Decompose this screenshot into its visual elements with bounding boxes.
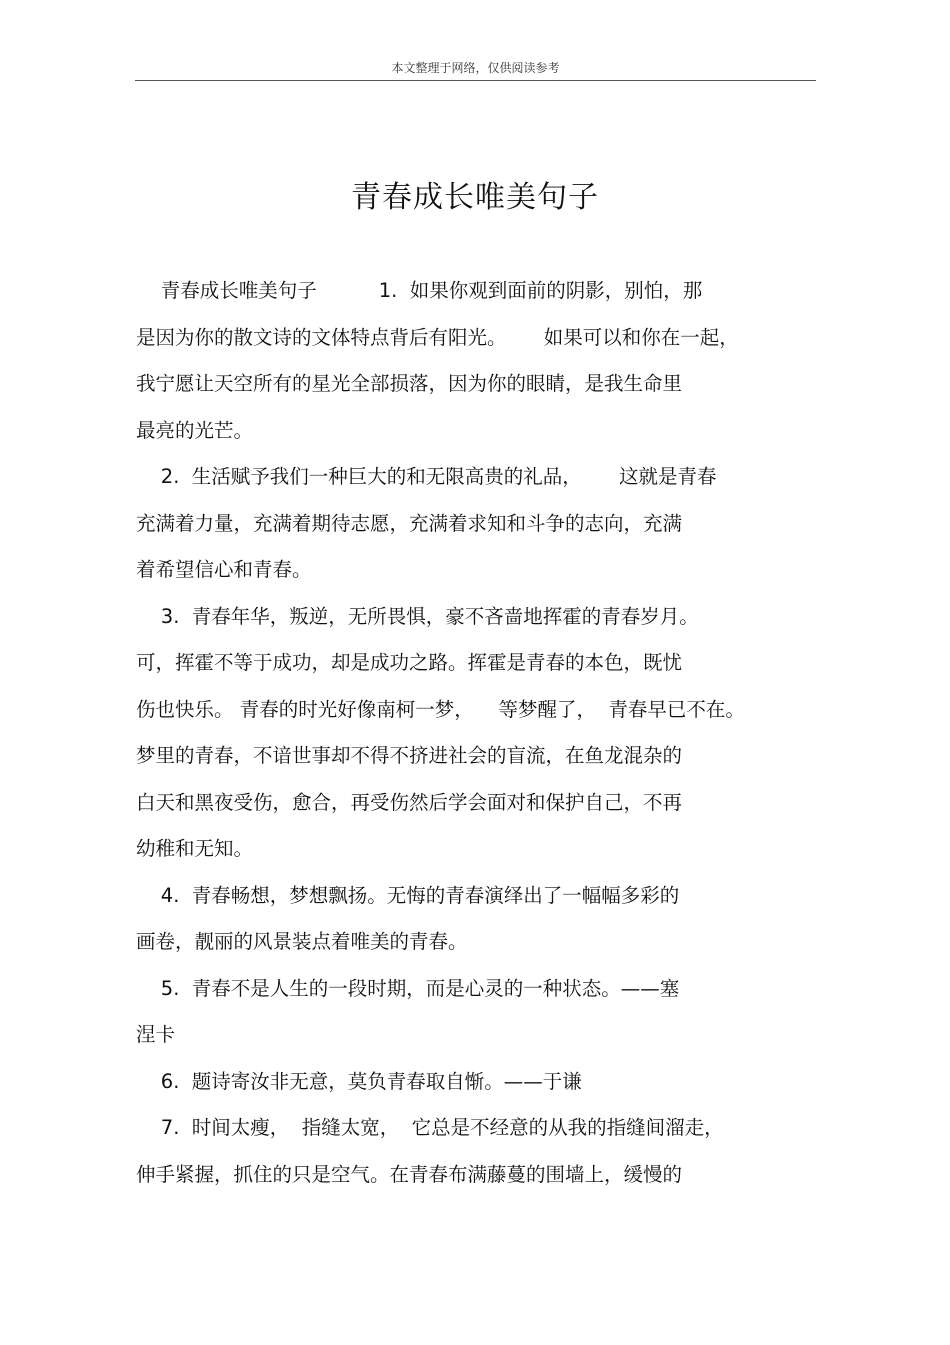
body-line: 伸手紧握，抓住的只是空气。在青春布满藤蔓的围墙上，缓慢的	[136, 1162, 683, 1186]
body-line: 是因为你的散文诗的文体特点背后有阳光。 如果可以和你在一起，	[136, 325, 739, 349]
document-body	[136, 268, 816, 1198]
body-line: 6. 题诗寄汝非无意，莫负青春取自惭。——于谦	[136, 1069, 582, 1093]
body-line: 充满着力量，充满着期待志愿，充满着求知和斗争的志向，充满	[136, 511, 683, 535]
body-line: 着希望信心和青春。	[136, 558, 312, 581]
body-line: 伤也快乐。 青春的时光好像南柯一梦， 等梦醒了， 青春早已不在。	[136, 697, 745, 721]
body-line: 幼稚和无知。	[136, 837, 254, 860]
page-header: 本文整理于网络，仅供阅读参考	[391, 61, 560, 75]
body-line: 画卷，靓丽的风景装点着唯美的青春。	[136, 930, 468, 953]
body-line: 我宁愿让天空所有的星光全部损落，因为你的眼睛，是我生命里	[136, 372, 683, 395]
body-line: 4. 青春畅想，梦想飘扬。无悔的青春演绎出了一幅幅多彩的	[136, 883, 680, 907]
body-line: 涅卡	[136, 1023, 176, 1046]
body-line: 白天和黑夜受伤，愈合，再受伤然后学会面对和保护自己，不再	[136, 790, 683, 814]
body-line: 可，挥霍不等于成功，却是成功之路。挥霍是青春的本色，既忧	[136, 651, 683, 674]
header-rule	[135, 80, 816, 81]
document-title: 青春成长唯美句子	[351, 180, 599, 216]
body-line: 青春成长唯美句子 1. 如果你观到面前的阴影，别怕，那	[136, 279, 703, 302]
body-line: 5. 青春不是人生的一段时期，而是心灵的一种状态。——塞	[136, 976, 680, 1000]
body-line: 梦里的青春，不谙世事却不得不挤进社会的盲流，在鱼龙混杂的	[136, 744, 683, 767]
body-line: 7. 时间太瘦， 指缝太宽， 它总是不经意的从我的指缝间溜走，	[136, 1116, 724, 1139]
body-line: 3. 青春年华，叛逆，无所畏惧，豪不吝啬地挥霍的青春岁月。	[136, 604, 699, 628]
body-line: 2. 生活赋予我们一种巨大的和无限高贵的礼品， 这就是青春	[136, 465, 717, 488]
body-line: 最亮的光芒。	[136, 418, 254, 442]
